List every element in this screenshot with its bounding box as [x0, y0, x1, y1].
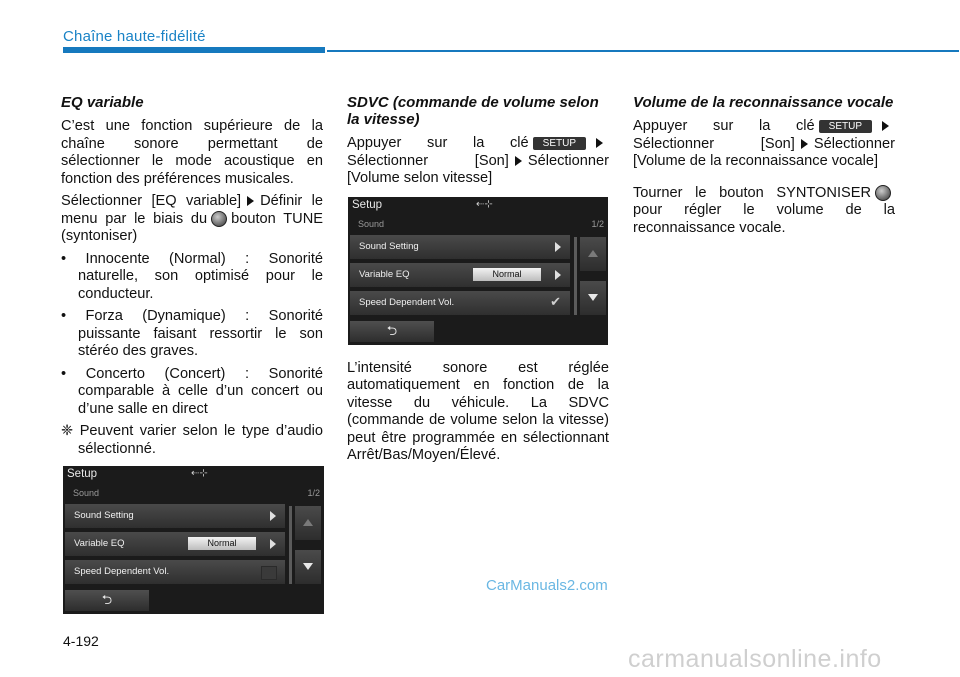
- menu-item-speed-dependent-vol[interactable]: [65, 560, 285, 584]
- chevron-right-icon: [555, 242, 561, 252]
- scroll-down-button[interactable]: [580, 281, 606, 315]
- arrow-right-icon: [801, 139, 808, 149]
- menu-item-label: Speed Dependent Vol.: [74, 566, 170, 577]
- scroll-up-button[interactable]: [295, 506, 321, 540]
- chevron-right-icon: [270, 539, 276, 549]
- voice-tune-a: Tourner le bouton SYNTONISER: [633, 184, 871, 201]
- setup-screen-eq: [63, 466, 324, 614]
- voice-step-son: Sélectionner [Son]: [633, 135, 795, 152]
- watermark-carmanuals2: CarManuals2.com: [486, 577, 608, 594]
- bullet-dynamique: • Forza (Dynamique) : Sonorité puissante faisant ressortir le son stéréo des graves.: [61, 308, 323, 359]
- scrollbar[interactable]: [289, 506, 292, 584]
- watermark-carmanualsonline: carmanualsonline.info: [628, 645, 882, 673]
- arrow-down-icon: [588, 294, 598, 301]
- eq-step-select: Sélectionner [EQ variable]: [61, 193, 242, 209]
- column-eq-variable: [61, 94, 323, 463]
- screen-title: Setup: [352, 199, 383, 211]
- usb-icon: ⇠⊹: [476, 199, 493, 210]
- sdvc-step-volume: Sélectionner [Volume selon vitesse]: [347, 152, 609, 186]
- sdvc-step-son: Sélectionner [Son]: [347, 152, 509, 169]
- setup-screen-sdvc: [348, 197, 608, 345]
- chevron-right-icon: [555, 270, 561, 280]
- menu-item-label: Sound Setting: [359, 241, 419, 252]
- variable-eq-value: Normal: [188, 537, 256, 550]
- scroll-down-button[interactable]: [295, 550, 321, 584]
- menu-item-sound-setting[interactable]: [65, 504, 285, 528]
- menu-item-variable-eq[interactable]: [350, 263, 570, 287]
- page-number: 4-192: [63, 633, 99, 649]
- tune-knob-icon: [211, 211, 227, 227]
- voice-tune: [633, 185, 895, 238]
- eq-variable-steps: [61, 193, 323, 246]
- variable-eq-value: Normal: [473, 268, 541, 281]
- back-button[interactable]: ⮌: [65, 590, 149, 611]
- voice-volume-heading: Volume de la reconnaissance vocale: [633, 94, 894, 111]
- arrow-right-icon: [596, 138, 603, 148]
- menu-item-label: Variable EQ: [74, 538, 125, 549]
- back-button[interactable]: ⮌: [350, 321, 434, 342]
- arrow-up-icon: [303, 519, 313, 526]
- eq-variable-intro: C’est une fonction supérieure de la chaîne sonore permettant de sélectionner le mode acoustique en fonction des préférences musicales.: [61, 118, 323, 187]
- arrow-up-icon: [588, 250, 598, 257]
- chevron-right-icon: [270, 511, 276, 521]
- screen-page-indicator: 1/2: [591, 219, 604, 229]
- eq-step-define: Définir le menu par le biais du: [61, 193, 323, 227]
- bullet-concert: • Concerto (Concert) : Sonorité comparable à celle d’un concert ou d’une salle en direct: [61, 365, 323, 417]
- tune-knob-icon: [875, 185, 891, 201]
- arrow-down-icon: [303, 563, 313, 570]
- voice-step-volume: Sélectionner [Volume de la reconnaissance vocale]: [633, 135, 895, 169]
- screen-subtitle: Sound: [358, 219, 385, 229]
- note: ❈ Peuvent varier selon le type d’audio sélectionné.: [61, 423, 323, 457]
- menu-item-label: Speed Dependent Vol.: [359, 297, 455, 308]
- checkbox-icon[interactable]: [261, 566, 277, 580]
- screen-page-indicator: 1/2: [307, 488, 320, 498]
- header-rule-thin: [327, 50, 959, 52]
- screen-subtitle: Sound: [73, 488, 100, 498]
- menu-item-label: Sound Setting: [74, 510, 134, 521]
- screen-title: Setup: [67, 468, 98, 480]
- menu-item-label: Variable EQ: [359, 269, 410, 280]
- checkmark-icon[interactable]: ✔: [550, 294, 561, 309]
- scrollbar[interactable]: [574, 237, 577, 315]
- eq-variable-heading: EQ variable: [61, 94, 144, 111]
- setup-key-badge: SETUP: [533, 137, 586, 150]
- eq-step-tune: bouton TUNE (syntoniser): [61, 210, 323, 244]
- section-title: Chaîne haute-fidélité: [63, 28, 206, 45]
- column-voice-volume: [633, 94, 895, 242]
- usb-icon: ⇠⊹: [191, 468, 208, 479]
- sdvc-body: L’intensité sonore est réglée automatiquement en fonction de la vitesse du véhicule. La SDVC (commande de volume selon la vitesse) peut être programmée en sélectionnant Arrêt/Bas/Moyen/Élevé.: [347, 359, 609, 463]
- sdvc-heading: SDVC (commande de volume selon la vitesse): [347, 94, 599, 128]
- menu-item-variable-eq[interactable]: [65, 532, 285, 556]
- voice-step-press: Appuyer sur la clé: [633, 118, 815, 134]
- voice-tune-b: pour régler le volume de la reconnaissance vocale.: [633, 202, 895, 236]
- header-rule-thick: [63, 47, 325, 53]
- scroll-up-button[interactable]: [580, 237, 606, 271]
- menu-item-speed-dependent-vol[interactable]: [350, 291, 570, 315]
- arrow-right-icon: [247, 196, 254, 206]
- bullet-normal: • Innocente (Normal) : Sonorité naturelle, son optimisé pour le conducteur.: [61, 250, 323, 302]
- menu-item-sound-setting[interactable]: [350, 235, 570, 259]
- voice-volume-steps: [633, 118, 895, 171]
- arrow-right-icon: [882, 121, 889, 131]
- sdvc-step-press: Appuyer sur la clé: [347, 135, 529, 151]
- setup-key-badge: SETUP: [819, 120, 872, 133]
- arrow-right-icon: [515, 156, 522, 166]
- sdvc-steps: [347, 135, 609, 188]
